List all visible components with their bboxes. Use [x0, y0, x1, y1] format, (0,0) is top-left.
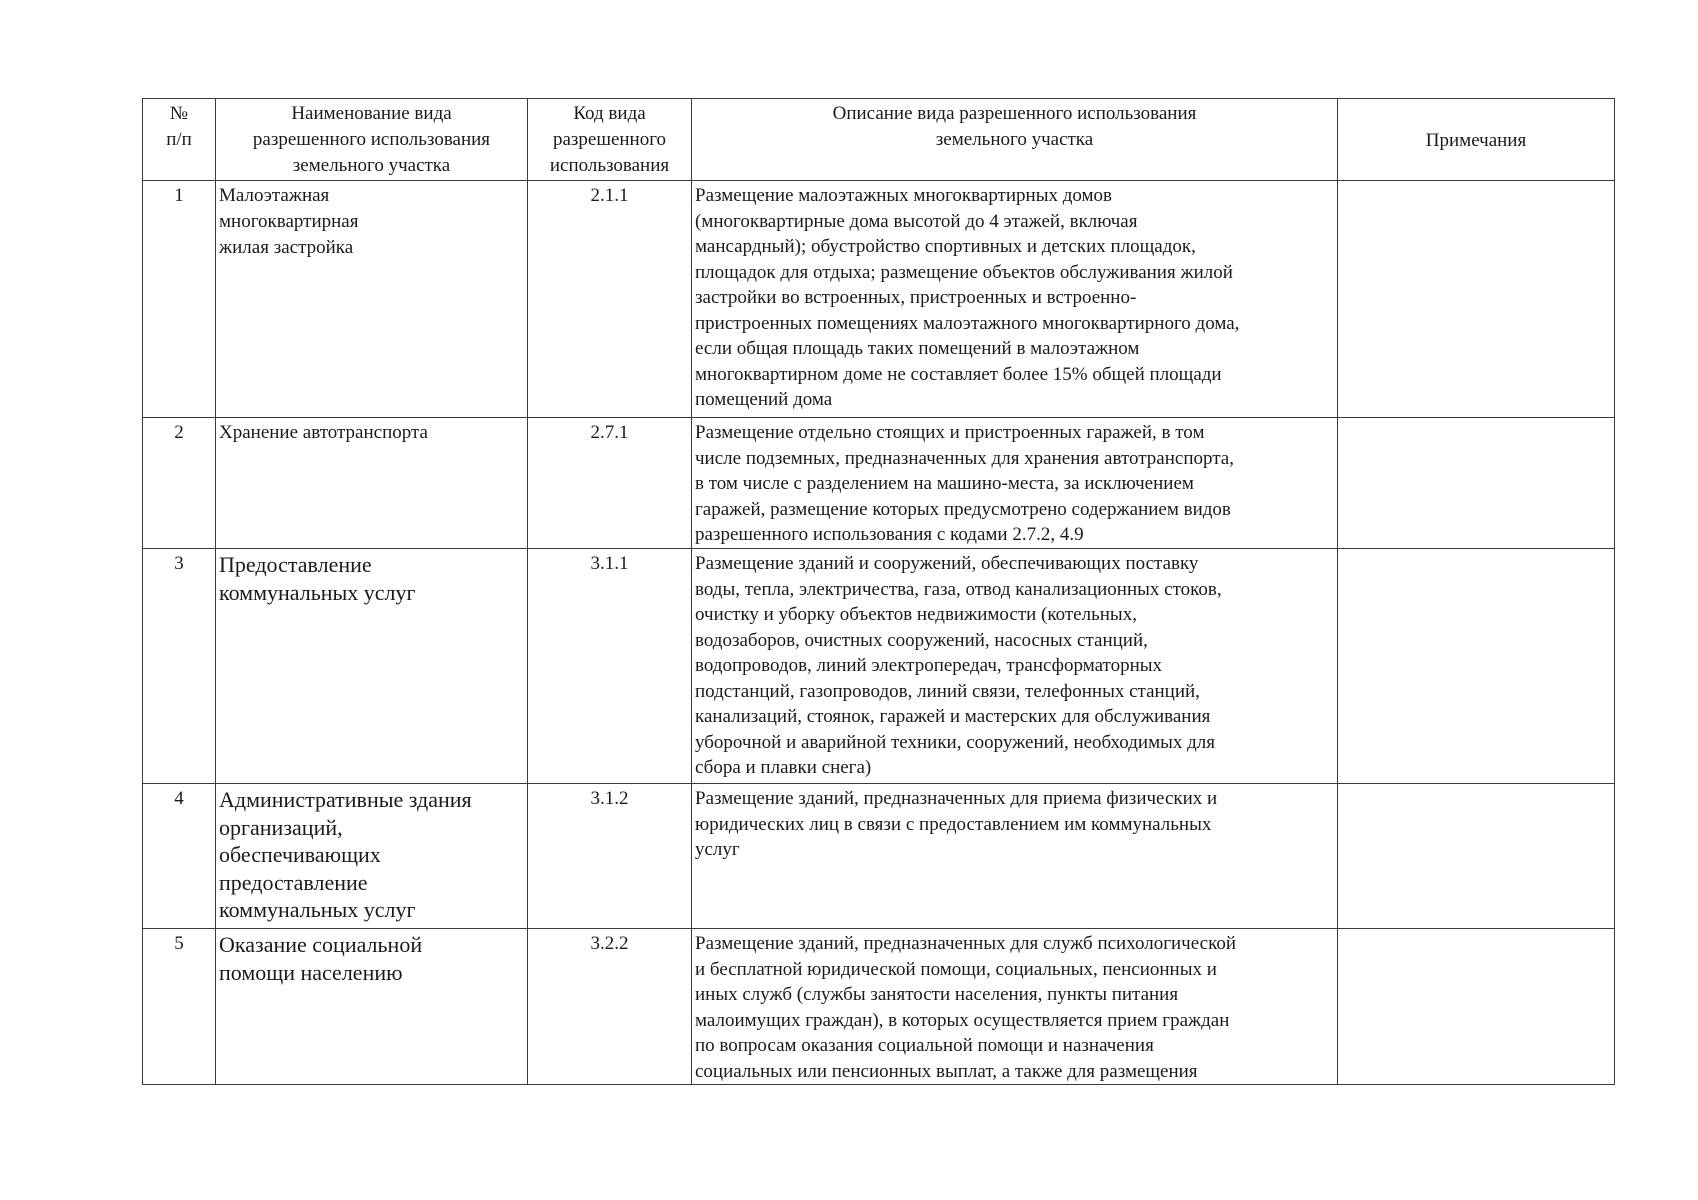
- header-num: № п/п: [143, 99, 216, 181]
- table-header-row: [143, 99, 1615, 181]
- row-note: [1338, 929, 1615, 1085]
- row-description: Размещение зданий, предназначенных для приема физических и юридических лиц в связи с предоставлением им коммунальных услуг: [692, 784, 1338, 929]
- row-num: 1: [143, 181, 216, 418]
- row-name: Малоэтажная многоквартирная жилая застройка: [216, 181, 528, 418]
- row-note: [1338, 784, 1615, 929]
- table-row: [143, 784, 1615, 929]
- row-code: 2.7.1: [528, 418, 692, 549]
- row-code: 3.2.2: [528, 929, 692, 1085]
- land-use-table: [142, 98, 1615, 1085]
- table-row: [143, 181, 1615, 418]
- table-row: [143, 549, 1615, 784]
- row-note: [1338, 549, 1615, 784]
- table-row: [143, 929, 1615, 1085]
- row-name: Оказание социальной помощи населению: [216, 929, 528, 1085]
- row-description: Размещение зданий, предназначенных для служб психологической и бесплатной юридической помощи, социальных, пенсионных и иных служб (службы занятости населения, пункты питания малоимущих граждан), в которых осуществляется прием граждан по вопросам оказания социальной помощи и назначения социальных или пенсионных выплат, а также для размещения: [692, 929, 1338, 1085]
- row-code: 3.1.1: [528, 549, 692, 784]
- row-num: 3: [143, 549, 216, 784]
- row-name: Предоставление коммунальных услуг: [216, 549, 528, 784]
- table-row: [143, 418, 1615, 549]
- row-name: Административные здания организаций, обеспечивающих предоставление коммунальных услуг: [216, 784, 528, 929]
- row-code: 2.1.1: [528, 181, 692, 418]
- header-name: Наименование вида разрешенного использования земельного участка: [216, 99, 528, 181]
- row-num: 4: [143, 784, 216, 929]
- row-num: 5: [143, 929, 216, 1085]
- header-description: Описание вида разрешенного использования земельного участка: [692, 99, 1338, 181]
- row-description: Размещение отдельно стоящих и пристроенных гаражей, в том числе подземных, предназначенных для хранения автотранспорта, в том числе с разделением на машино-места, за исключением гаражей, размещение которых предусмотрено содержанием видов разрешенного использования с кодами 2.7.2, 4.9: [692, 418, 1338, 549]
- row-description: Размещение зданий и сооружений, обеспечивающих поставку воды, тепла, электричества, газа, отвод канализационных стоков, очистку и уборку объектов недвижимости (котельных, водозаборов, очистных сооружений, насосных станций, водопроводов, линий электропередач, трансформаторных подстанций, газопроводов, линий связи, телефонных станций, канализаций, стоянок, гаражей и мастерских для обслуживания уборочной и аварийной техники, сооружений, необходимых для сбора и плавки снега): [692, 549, 1338, 784]
- row-num: 2: [143, 418, 216, 549]
- row-code: 3.1.2: [528, 784, 692, 929]
- header-code: Код вида разрешенного использования: [528, 99, 692, 181]
- row-note: [1338, 181, 1615, 418]
- header-notes: Примечания: [1338, 99, 1615, 181]
- row-note: [1338, 418, 1615, 549]
- row-description: Размещение малоэтажных многоквартирных домов (многоквартирные дома высотой до 4 этажей, включая мансардный); обустройство спортивных и детских площадок, площадок для отдыха; размещение объектов обслуживания жилой застройки во встроенных, пристроенных и встроенно- пристроенных помещениях малоэтажного многоквартирного дома, если общая площадь таких помещений в малоэтажном многоквартирном доме не составляет более 15% общей площади помещений дома: [692, 181, 1338, 418]
- document-page: [142, 98, 1614, 1085]
- row-name: Хранение автотранспорта: [216, 418, 528, 549]
